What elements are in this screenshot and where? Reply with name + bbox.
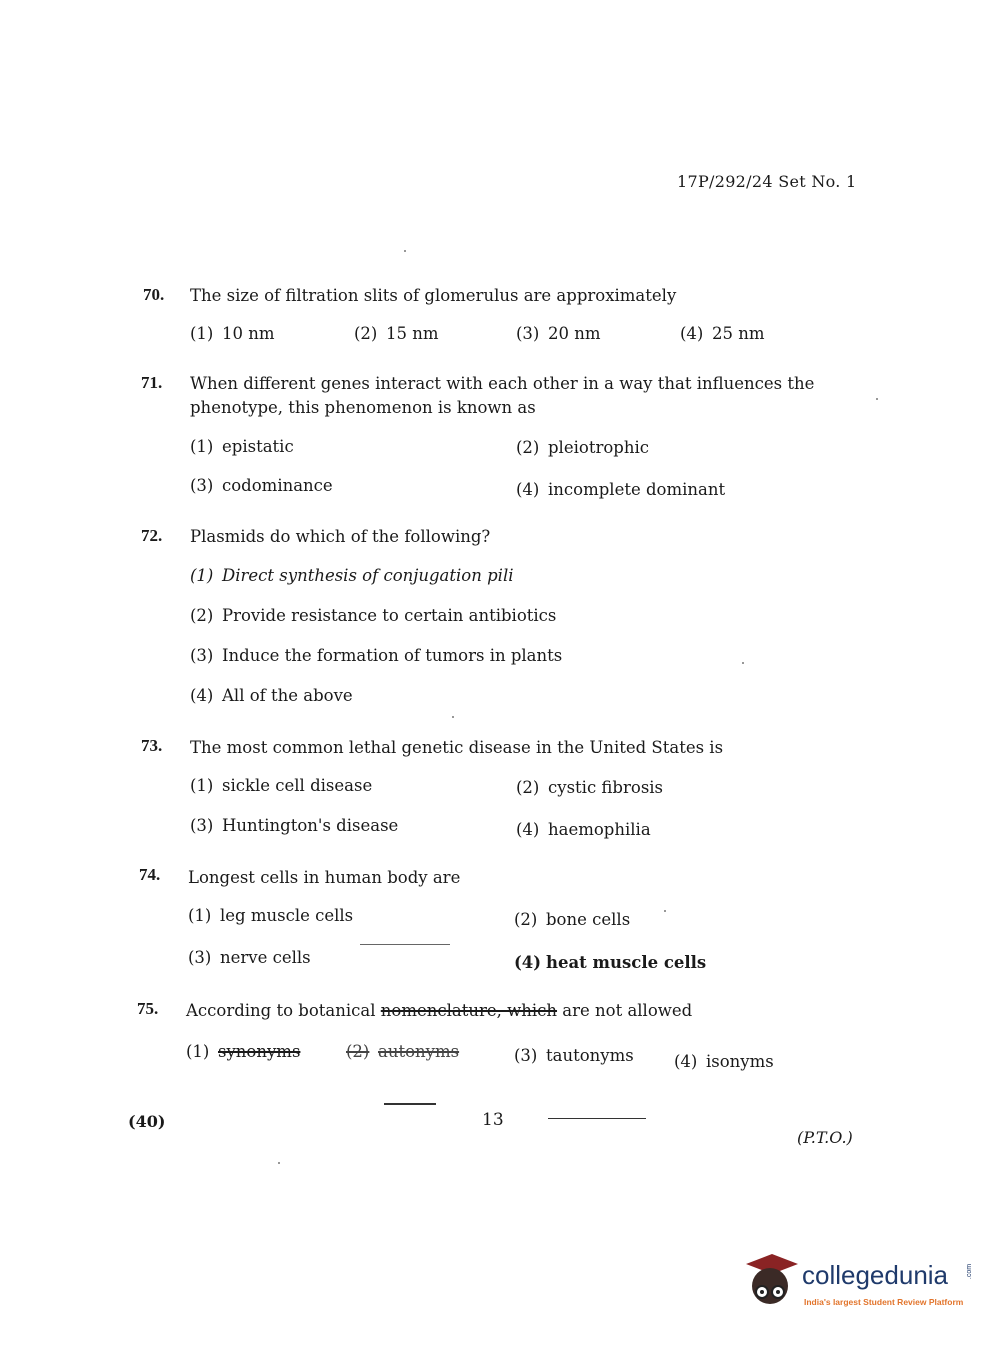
- option: (2) Provide resistance to certain antibiotics: [190, 606, 557, 625]
- scan-mark: [384, 1103, 436, 1105]
- option: (1) synonyms: [186, 1042, 301, 1061]
- question-number: 75.: [137, 999, 159, 1018]
- question-text: When different genes interact with each other in a way that influences the: [190, 374, 815, 393]
- question-number: 70.: [143, 285, 165, 304]
- option: (1) Direct synthesis of conjugation pili: [190, 566, 514, 585]
- question-text: phenotype, this phenomenon is known as: [190, 398, 536, 417]
- scan-dot: [664, 910, 666, 912]
- pto-label: (P.T.O.): [797, 1128, 853, 1147]
- paper-code: 17P/292/24 Set No. 1: [677, 172, 857, 191]
- option: (1) 10 nm: [190, 324, 275, 343]
- option: (4) heat muscle cells: [514, 953, 707, 972]
- question-text: According to botanical nomenclature, which are not allowed: [186, 1001, 693, 1020]
- question-text: Plasmids do which of the following?: [190, 527, 491, 546]
- page-number: 13: [482, 1110, 504, 1130]
- question-text: The size of filtration slits of glomerulus are approximately: [190, 286, 677, 305]
- scan-dot: [876, 398, 878, 400]
- option: (2) bone cells: [514, 910, 631, 929]
- question-text: Longest cells in human body are: [188, 868, 461, 887]
- footer-code: (40): [128, 1112, 166, 1131]
- option: (2) cystic fibrosis: [516, 778, 664, 797]
- option: (3) Huntington's disease: [190, 816, 399, 835]
- option: (1) leg muscle cells: [188, 906, 354, 925]
- scan-dot: [452, 716, 454, 718]
- option: (2) autonyms: [346, 1042, 460, 1061]
- mascot-icon: [742, 1250, 798, 1312]
- option: (3) nerve cells: [188, 948, 311, 967]
- option: (3) 20 nm: [516, 324, 601, 343]
- question-text: The most common lethal genetic disease in the United States is: [190, 738, 724, 757]
- option: (2) 15 nm: [354, 324, 439, 343]
- option: (1) epistatic: [190, 437, 294, 456]
- option: (3) Induce the formation of tumors in plants: [190, 646, 563, 665]
- option: (2) pleiotrophic: [516, 438, 649, 457]
- option: (4) haemophilia: [516, 820, 651, 839]
- scan-mark: [360, 944, 450, 945]
- option: (4) incomplete dominant: [516, 480, 726, 499]
- scan-dot: [404, 250, 406, 252]
- option: (4) 25 nm: [680, 324, 765, 343]
- scan-dot: [278, 1162, 280, 1164]
- option: (4) isonyms: [674, 1052, 774, 1071]
- question-number: 71.: [141, 373, 163, 392]
- option: (4) All of the above: [190, 686, 353, 705]
- option: (3) tautonyms: [514, 1046, 634, 1065]
- question-number: 72.: [141, 526, 163, 545]
- scan-mark: [548, 1118, 646, 1119]
- question-number: 73.: [141, 736, 163, 755]
- option: (3) codominance: [190, 476, 333, 495]
- collegedunia-logo: collegedunia .com India's largest Student Review Platform: [742, 1250, 972, 1320]
- question-number: 74.: [139, 865, 161, 884]
- option: (1) sickle cell disease: [190, 776, 373, 795]
- scan-dot: [742, 662, 744, 664]
